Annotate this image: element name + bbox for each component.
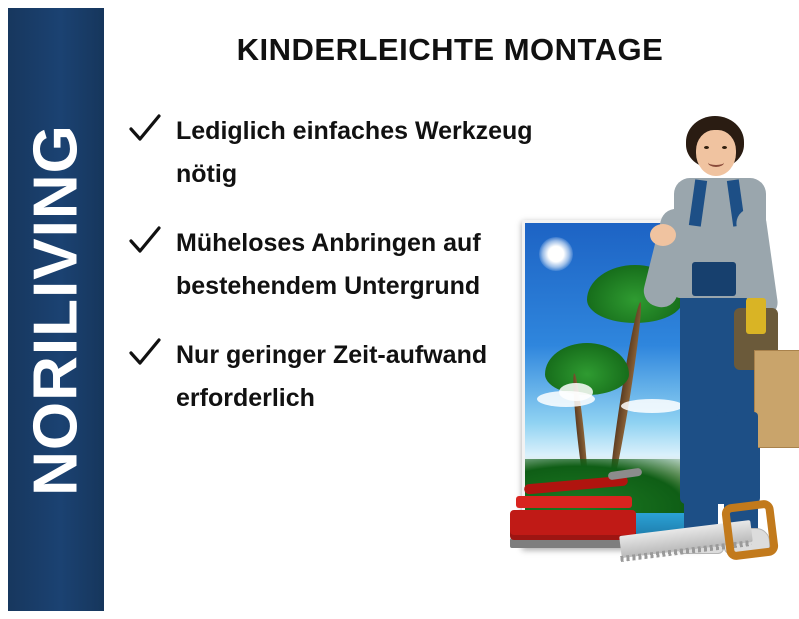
cutter-body xyxy=(510,510,636,540)
product-photo xyxy=(500,112,792,592)
brand-name: NORILIVING xyxy=(21,123,91,496)
hand-saw-icon xyxy=(620,498,760,568)
check-icon xyxy=(128,336,162,370)
worker-eye xyxy=(722,146,727,149)
tool-in-belt xyxy=(746,298,766,334)
worker-hand xyxy=(650,224,676,246)
list-item xyxy=(124,222,544,308)
check-icon xyxy=(128,224,162,258)
brand-bar xyxy=(8,8,104,611)
list-item xyxy=(124,110,544,196)
list-item xyxy=(124,334,544,420)
worker-face xyxy=(696,130,736,176)
benefits-list xyxy=(124,110,544,446)
list-item-label: Lediglich einfaches Werkzeug nötig xyxy=(176,117,533,188)
cutter-rail xyxy=(516,496,632,508)
list-item-label: Nur geringer Zeit-aufwand erforderlich xyxy=(176,341,488,412)
check-icon xyxy=(128,112,162,146)
worker-pocket xyxy=(692,262,736,296)
worker-smile xyxy=(708,158,724,167)
list-item-label: Müheloses Anbringen auf bestehendem Untergrund xyxy=(176,229,481,300)
wood-board xyxy=(754,350,799,448)
sun-icon xyxy=(539,237,573,271)
saw-handle xyxy=(721,499,779,561)
worker-eye xyxy=(704,146,709,149)
page-title: KINDERLEICHTE MONTAGE xyxy=(236,32,664,67)
cloud xyxy=(559,383,593,401)
